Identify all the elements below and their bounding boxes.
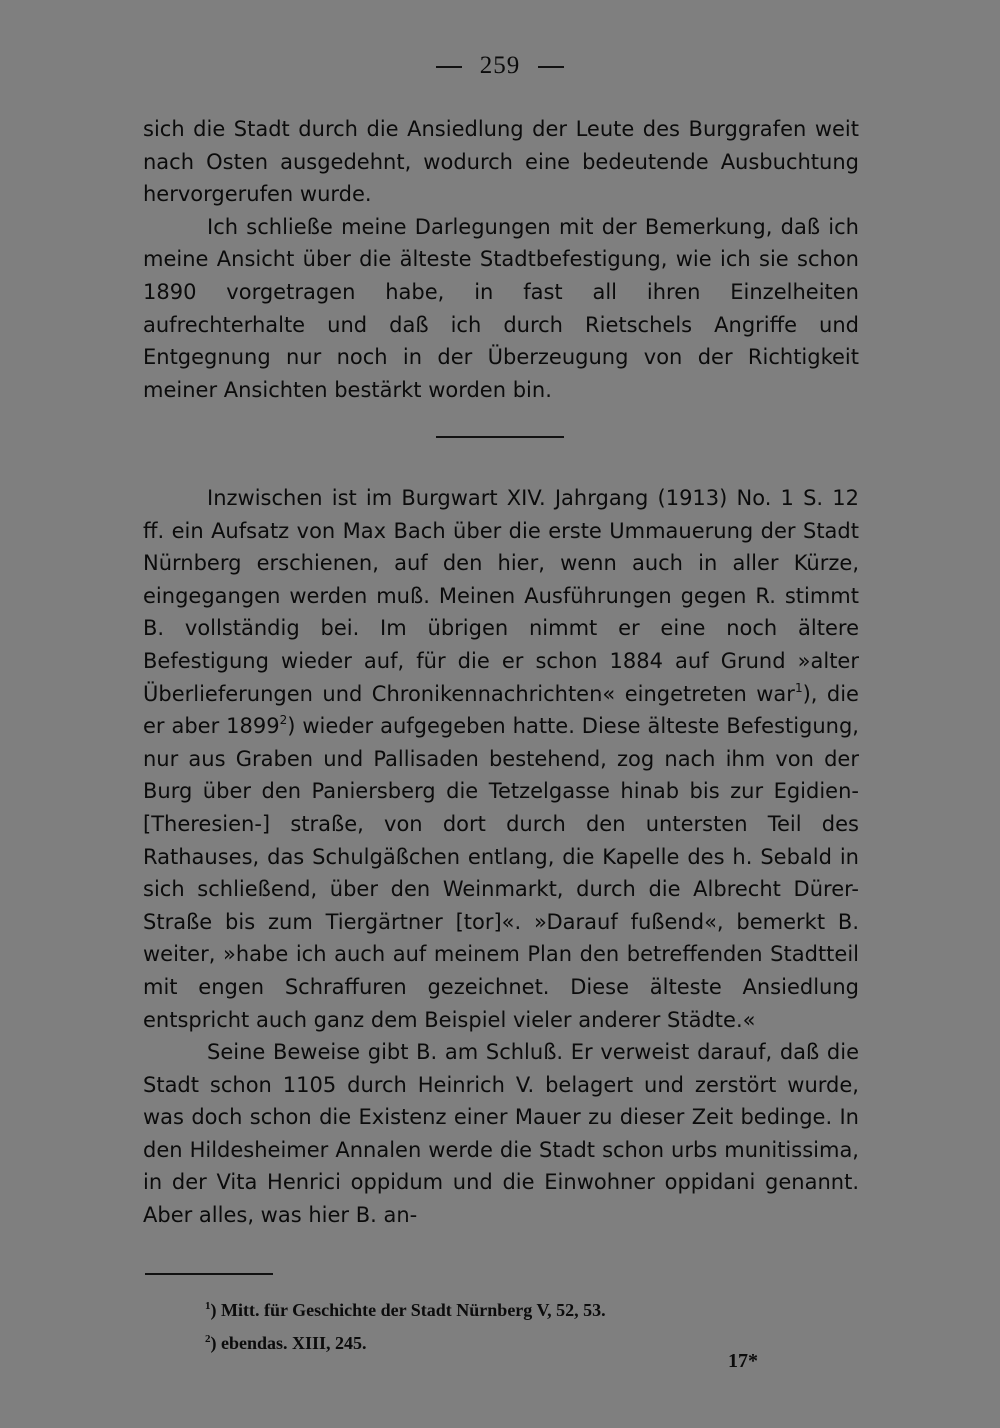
paragraph-bach-article	[143, 482, 859, 1036]
header-dash-left	[436, 66, 462, 68]
footnotes	[205, 1292, 606, 1358]
footnote-rule	[145, 1273, 273, 1275]
paragraph-bach-article-part-3: ) wieder aufgegeben hatte. Diese älteste Befestigung, nur aus Graben und Pallisaden bestehend, zog nach ihm von der Burg über den Paniersberg die Tetzelgasse hinab bis zur Egidien- [Theresien-] straße, von dort durch den untersten Teil des Rathauses, das Schulgäßchen entlang, die Kapelle des h. Sebald in sich schließend, über den Weinmarkt, durch die Albrecht Dürer-Straße bis zum Tiergärtner [tor]«. »Darauf fußend«, bemerkt B. weiter, »habe ich auch auf meinem Plan den betreffenden Stadtteil mit engen Schraffuren gezeichnet. Diese älteste Ansiedlung entspricht auch ganz dem Beispiel vieler anderer Städte.«	[143, 714, 859, 1032]
page-header	[0, 52, 1000, 80]
footnote-2-marker: 2	[205, 1333, 211, 1345]
text-block-lower	[143, 482, 859, 1232]
footnote-ref-2: 2	[279, 713, 288, 728]
sheet-signature: 17*	[728, 1350, 758, 1372]
footnote-1-marker: 1	[205, 1300, 211, 1312]
footnote-1	[205, 1292, 606, 1325]
footnote-2	[205, 1325, 606, 1358]
footnote-2-text: ) ebendas. XIII, 245.	[210, 1333, 367, 1353]
section-separator	[436, 436, 564, 438]
footnote-ref-1: 1	[794, 680, 803, 695]
paragraph-bach-article-part-1: Inzwischen ist im Burgwart XIV. Jahrgang (1913) No. 1 S. 12 ff. ein Aufsatz von Max Bach über die erste Ummauerung der Stadt Nürnberg erschienen, auf den hier, wenn auch in aller Kürze, eingegangen werden muß. Meinen Ausführungen gegen R. stimmt B. vollständig bei. Im übrigen nimmt er eine noch ältere Befestigung wieder auf, für die er schon 1884 auf Grund »alter Überlieferungen und Chronikennachrichten« eingetreten war	[143, 486, 859, 706]
paragraph-evidence: Seine Beweise gibt B. am Schluß. Er verweist darauf, daß die Stadt schon 1105 durch Heinrich V. belagert und zerstört wurde, was doch schon die Existenz einer Mauer zu dieser Zeit bedinge. In den Hildesheimer Annalen werde die Stadt schon urbs munitissima, in der Vita Henrici oppidum und die Einwohner oppidani genannt. Aber alles, was hier B. an-	[143, 1040, 859, 1228]
text-block-upper	[143, 113, 859, 406]
paragraph-continuation: sich die Stadt durch die Ansiedlung der Leute des Burggrafen weit nach Osten ausgedehnt, wodurch eine bedeutende Ausbuchtung hervorgerufen wurde.	[143, 117, 859, 207]
paragraph-bach-article-part-2: ), die er aber 1899	[143, 681, 859, 739]
paragraph-conclusion: Ich schließe meine Darlegungen mit der Bemerkung, daß ich meine Ansicht über die älteste Stadtbefestigung, wie ich sie schon 1890 vorgetragen habe, in fast all ihren Einzelheiten aufrechterhalte und daß ich durch Rietschels Angriffe und Entgegnung nur noch in der Überzeugung von der Richtigkeit meiner Ansichten bestärkt worden bin.	[143, 214, 859, 402]
footnote-1-text: ) Mitt. für Geschichte der Stadt Nürnberg V, 52, 53.	[210, 1300, 606, 1320]
page-number: 259	[479, 52, 521, 79]
header-dash-right	[538, 66, 564, 68]
